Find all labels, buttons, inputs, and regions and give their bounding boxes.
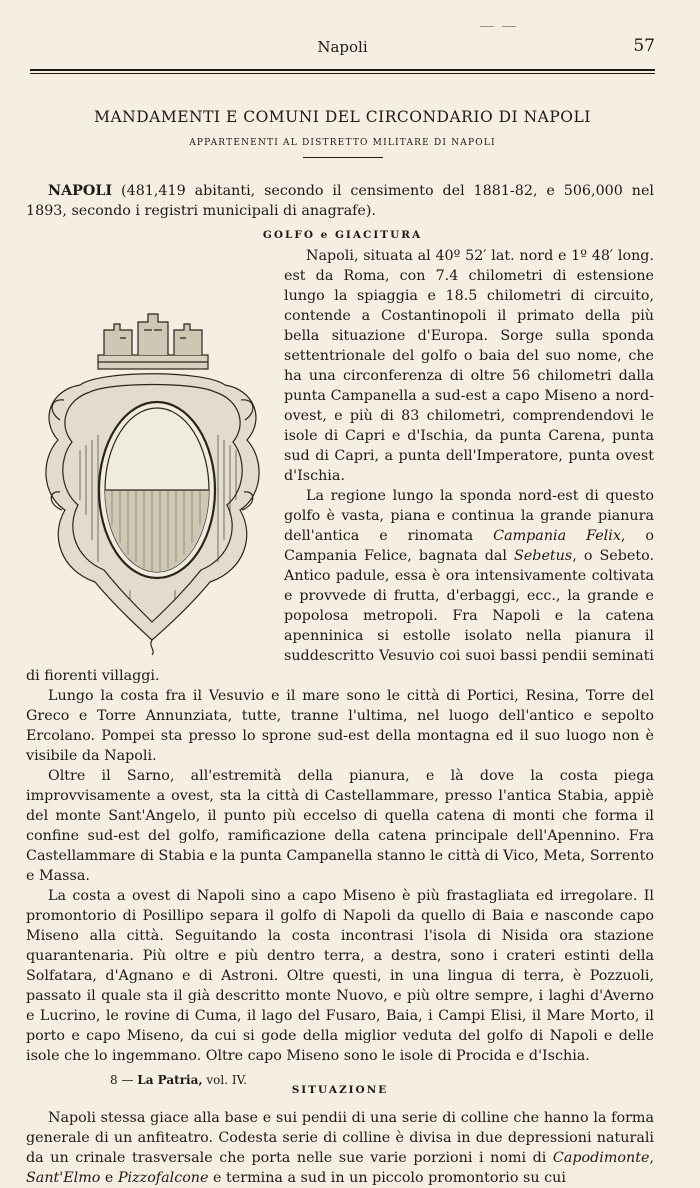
paragraph-coast-vesuvio: Lungo la costa fra il Vesuvio e il mare sono le città di Portici, Resina, Torre del Greco e Torre Annunziata, tutte, tranne l'ultima, nel luogo dell'antico e sepolto Ercolano. Pompei sta presso lo sprone sud-est della montagna ed il suo luogo non è visibile da Napoli.: [26, 688, 654, 764]
situazione-italic-capodimonte: Capodimonte: [552, 1150, 650, 1166]
footer-volume: vol. IV.: [206, 1073, 247, 1087]
region-text-a: La regione lungo la sponda nord-est di questo golfo è vasta, piana e continua la grande pianura dell'antica e rinomata: [284, 488, 654, 544]
page-number: 57: [633, 36, 655, 56]
region-italic-campania: Campania Felix: [493, 528, 621, 544]
paragraph-sarno: Oltre il Sarno, all'estremità della pianura, e là dove la costa piega improvvisamente a ovest, sta la città di Castellammare, presso l'antica Stabia, appiè del monte Sant'Angelo, il punto più eccelso di quella catena di monti che forma il confine sud-est del golfo, ramificazione della catena principale dell'Apennino. Fra Castellammare di Stabia e la punta Campanella stanno le città di Vico, Meta, Sorrento e Massa.: [26, 768, 654, 884]
coat-of-arms-icon: [20, 300, 285, 655]
page-title: MANDAMENTI E COMUNI DEL CIRCONDARIO DI NAPOLI: [94, 108, 591, 126]
running-head-title: Napoli: [317, 38, 368, 56]
top-mark: [480, 12, 560, 14]
region-text-b: , o Campania Felice, bagnata dal: [284, 528, 655, 564]
header-rule-thin: [30, 73, 655, 74]
region-text-c: , o Sebeto. Antico padule, essa è ora intensivamente coltivata e provvede di frutta, d'erbaggi, ecc., la grande e popolosa metropoli. Fra Napoli e la catena apenninica si estolle isolato nella pianura il suddescritto Vesuvio coi suoi bassi pendii seminati di fiorenti villaggi.: [26, 548, 654, 684]
footer-signature-number: 8 —: [110, 1073, 134, 1087]
situazione-sep-2: e: [100, 1170, 118, 1186]
paragraph-situazione: [26, 1108, 654, 1188]
paragraph-west-coast: La costa a ovest di Napoli sino a capo Miseno è più frastagliata ed irregolare. Il promontorio di Posillipo separa il golfo di Napoli da quello di Baia e nasconde capo Miseno alla città. Seguitando la costa incontrasi l'isola di Nisida ora stazione quarantenaria. Più oltre e più dentro terra, a destra, sono i crateri estinti della Solfatara, d'Agnano e di Astroni. Oltre questi, in una lingua di terra, è Pozzuoli, passato il quale sta il già descritto monte Nuovo, e più oltre sempre, i laghi d'Averno e Lucrino, le rovine di Cuma, il lago del Fusaro, Baia, i Campi Elisi, il Mare Morto, il porto e capo Miseno, da cui si gode della miglior veduta del golfo di Napoli e delle isole che lo ingemmano. Oltre capo Miseno sono le isole di Procida e d'Ischia.: [26, 888, 654, 1064]
page-subtitle: APPARTENENTI AL DISTRETTO MILITARE DI NAPOLI: [189, 138, 496, 148]
title-divider: [303, 157, 383, 158]
section-heading-golfo: GOLFO e GIACITURA: [262, 229, 423, 241]
intro-name: NAPOLI: [48, 183, 113, 199]
situazione-text-b: e termina a sud in un piccolo promontorio su cui: [208, 1170, 566, 1186]
footer-signature: [110, 1073, 247, 1087]
situazione-italic-pizzofalcone: Pizzofalcone: [117, 1170, 209, 1186]
situazione-sep-1: ,: [649, 1150, 654, 1166]
intro-text: (481,419 abitanti, secondo il censimento del 1881-82, e 506,000 nel 1893, secondo i registri municipali di anagrafe).: [26, 183, 655, 219]
section-heading-situazione: SITUAZIONE: [291, 1084, 389, 1096]
header-rule: [30, 69, 655, 71]
footer-publication: La Patria,: [137, 1073, 203, 1087]
running-head: [30, 36, 655, 66]
intro-paragraph: [26, 181, 654, 221]
situazione-italic-santelmo: Sant'Elmo: [26, 1170, 101, 1186]
region-italic-sebetus: Sebetus: [514, 548, 573, 564]
paragraph-situation-text: Napoli, situata al 40º 52′ lat. nord e 1º 48′ long. est da Roma, con 7.4 chilometri di estensione lungo la spiaggia e 18.5 chilometri di circuito, contende a Costantinopoli il primato della più bella situazione d'Europa. Sorge sulla sponda settentrionale del golfo o baia del suo nome, che ha una circonferenza di oltre 56 chilometri dalla punta Campanella a sud-est a capo Miseno a nord-ovest, e più di 83 chilometri, comprendendovi le isole di Capri e d'Ischia, da punta Carena, punta sud di Capri, a punta dell'Imperatore, punta ovest d'Ischia.: [284, 248, 654, 484]
situazione-text-a: Napoli stessa giace alla base e sui pendii di una serie di colline che hanno la forma generale di un anfiteatro. Codesta serie di colline è divisa in due depressioni naturali da un crinale trasversale che porta nelle sue varie porzioni i nomi di: [26, 1110, 654, 1166]
